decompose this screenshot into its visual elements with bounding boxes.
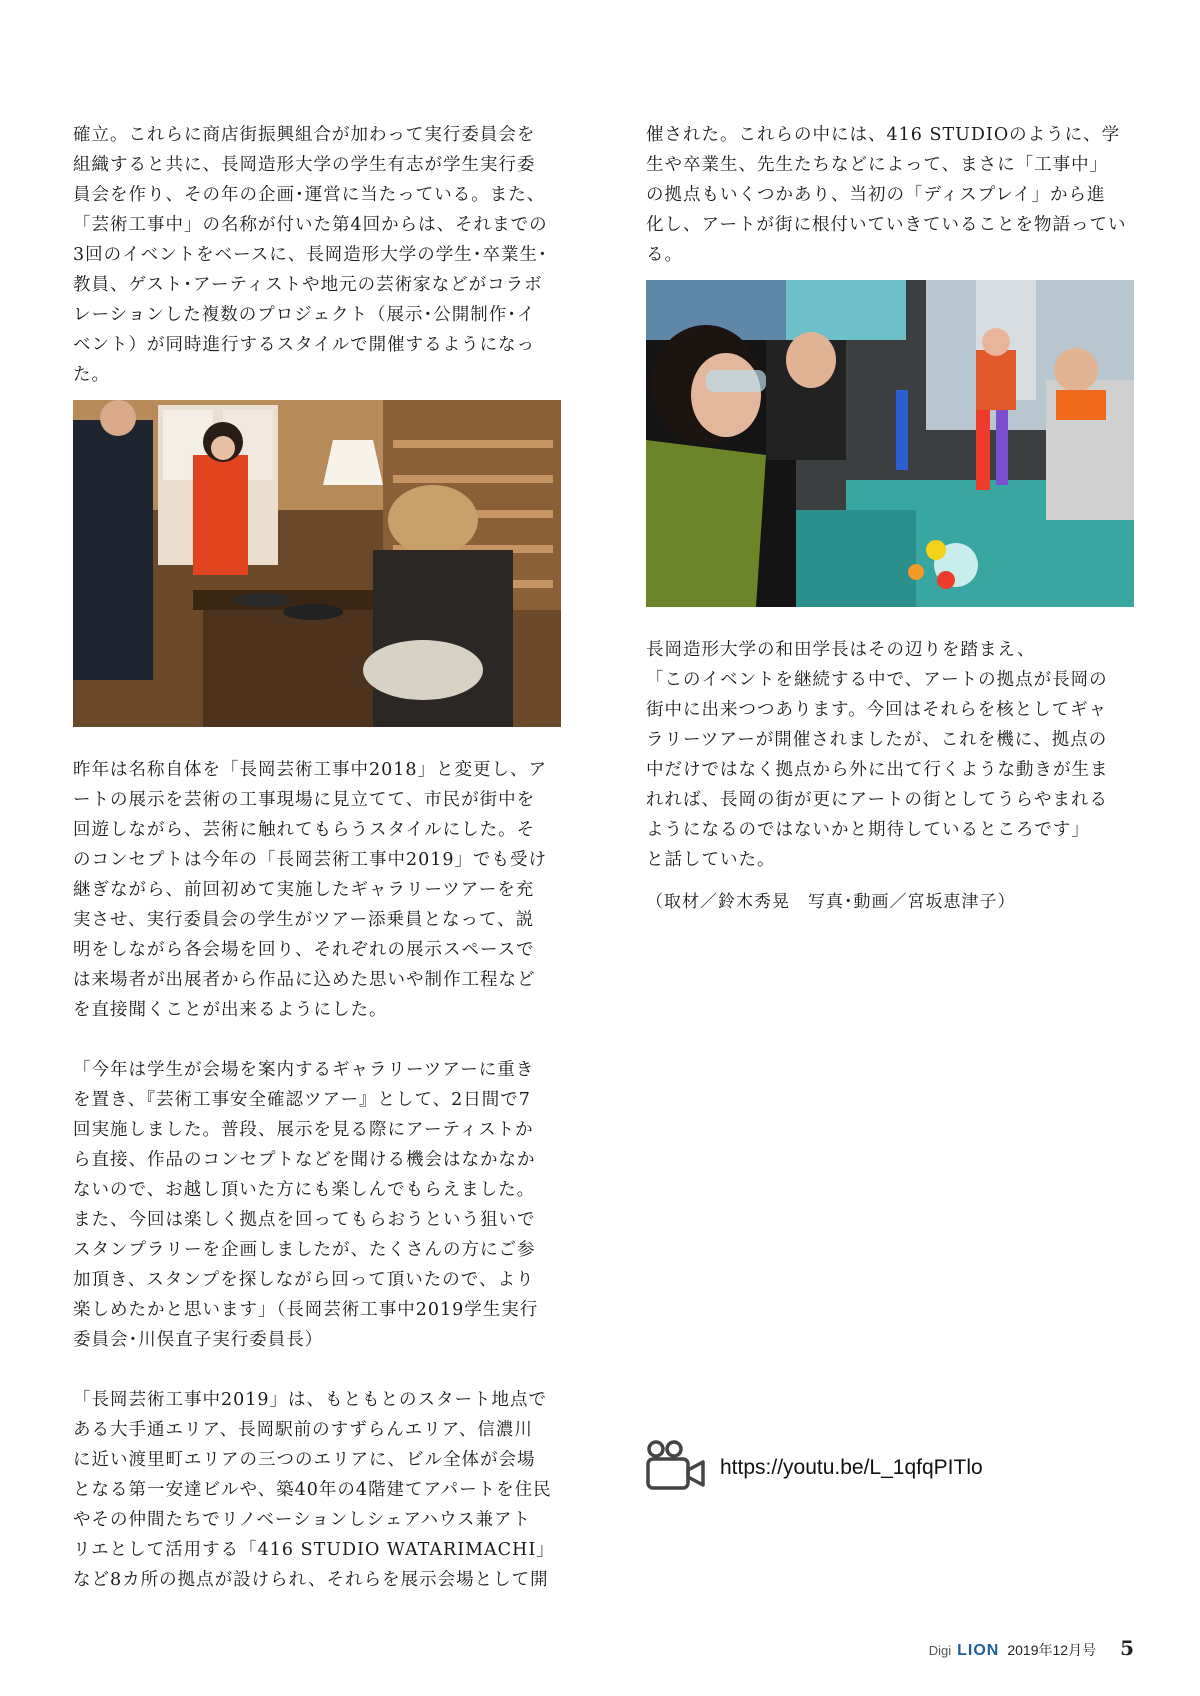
left-column [73,120,561,1595]
right-column [646,120,1134,917]
brand-name: LION [957,1642,1000,1659]
video-camera-icon [646,1440,706,1496]
video-url[interactable]: https://youtu.be/L_1qfqPITlo [720,1456,983,1479]
workshop-photo-image [73,400,561,727]
article-paragraph: 催された。これらの中には、416 STUDIOのように、学 生や卒業生、先生たちなどによって、まさに「工事中」 の拠点もいくつかあり、当初の「ディスプレイ」から進 化し、アートが街に根付いていきていることを物語ってい る。 [646,125,1127,265]
gallery-tour-photo [646,280,1134,607]
article-paragraph: 「長岡芸術工事中2019」は、もともとのスタート地点で ある大手通エリア、長岡駅前のすずらんエリア、信濃川 に近い渡里町エリアの三つのエリアに、ビル全体が会場 となる第一安達ビルや、築40年の4階建てアパートを住民 やその仲間たちでリノベーションしシェアハウス兼アト リエとして活用する「416 STUDIO WATARIMACHI」 など8カ所の拠点が設けられ、それらを展示会場として開 [73,1390,555,1590]
article-paragraph: 長岡造形大学の和田学長はその辺りを踏まえ、 「このイベントを継続する中で、アートの拠点が長岡の 街中に出来つつあります。今回はそれらを核としてギャ ラリーツアーが開催されましたが、これを機に、拠点の 中だけではなく拠点から外に出て行くような動きが生ま れれば、長岡の街が更にアートの街としてうらやまれる ようになるのではないかと期待しているところです」 と話していた。 [646,640,1109,870]
issue-date: 2019年12月号 [1007,1642,1097,1658]
article-paragraph: 「今年は学生が会場を案内するギャラリーツアーに重き を置き、『芸術工事安全確認ツアー』として、2日間で7 回実施しました。普段、展示を見る際にアーティストか ら直接、作品のコンセプトなどを聞ける機会はなかなか ないので、お越し頂いた方にも楽しんでもらえました。 また、今回は楽しく拠点を回ってもらおうという狙いで スタンプラリーを企画しましたが、たくさんの方にご参 加頂き、スタンプを探しながら回って頂いたので、より 楽しめたかと思います」（長岡芸術工事中2019学生実行 委員会･川俣直子実行委員長） [73,1060,539,1350]
page-number: 5 [1120,1636,1134,1660]
video-link[interactable] [646,1440,983,1496]
workshop-photo [73,400,561,727]
article-paragraph: 確立。これらに商店街振興組合が加わって実行委員会を 組織すると共に、長岡造形大学の学生有志が学生実行委 員会を作り、その年の企画･運営に当たっている。また、 「芸術工事中」の名称が付いた第4回からは、それまでの 3回のイベントをベースに、長岡造形大学の学生･卒業生･ 教員、ゲスト･アーティストや地元の芸術家などがコラボ レーションした複数のプロジェクト（展示･公開制作･イ ベント）が同時進行するスタイルで開催するようになっ た。 [73,125,548,385]
gallery-tour-photo-image [646,280,1134,607]
brand-prefix: Digi [928,1643,952,1658]
credit-line: （取材／鈴木秀晃 写真･動画／宮坂恵津子） [646,892,1016,912]
page-footer [929,1636,1134,1660]
article-paragraph: 昨年は名称自体を「長岡芸術工事中2018」と変更し、ア ートの展示を芸術の工事現場に見立てて、市民が街中を 回遊しながら、芸術に触れてもらうスタイルにした。そ のコンセプトは今年の「長岡芸術工事中2019」でも受け 継ぎながら、前回初めて実施したギャラリーツアーを充 実させ、実行委員会の学生がツアー添乗員となって、説 明をしながら各会場を回り、それぞれの展示スペースで は来場者が出展者から作品に込めた思いや制作工程など を直接聞くことが出来るようにした。 [73,760,548,1020]
